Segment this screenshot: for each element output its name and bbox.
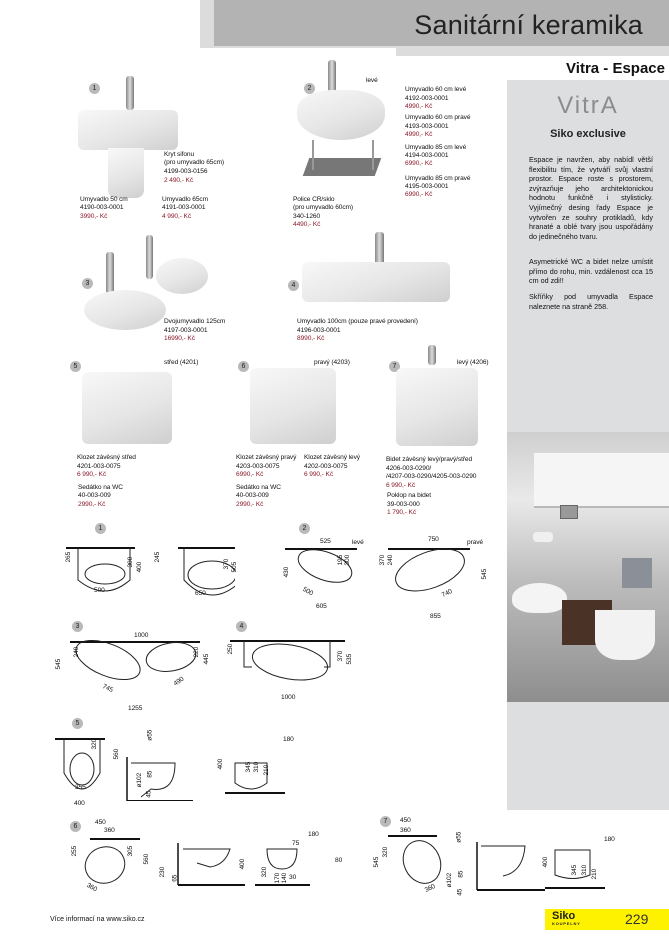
product-number-badge: 3 <box>82 278 93 289</box>
product-price: 6 990,- Kč <box>304 471 334 478</box>
dim-label: 310 <box>253 761 261 773</box>
dim-label: 80 <box>335 857 343 864</box>
dim-label: 560 <box>113 748 121 760</box>
product-code: 4202-003-0075 <box>304 463 348 470</box>
siko-logo-subtitle: KOUPELNY <box>552 921 581 926</box>
page-title: Sanitární keramika <box>414 10 643 40</box>
dim-label: 45 <box>145 790 153 798</box>
dim-label: 1000 <box>281 694 296 701</box>
dim-label: 855 <box>430 613 441 620</box>
dim-label: 430 <box>283 566 291 578</box>
dim-label: 240 <box>73 646 81 658</box>
dim-label: 360 <box>423 883 437 894</box>
double-washbasin-right-bowl <box>156 258 208 294</box>
product-code: 40-003-009 <box>78 492 111 499</box>
dim-label: 450 <box>95 819 106 826</box>
drawing-bidet <box>385 830 610 895</box>
dim-label: 370 <box>223 558 231 570</box>
variant-label: pravé <box>467 539 483 546</box>
tap-image <box>328 60 336 92</box>
drawing-number-badge: 2 <box>299 523 310 534</box>
product-note: (pro umyvadlo 60cm) <box>293 204 354 211</box>
dim-label: ø102 <box>136 772 144 788</box>
dim-label: 85 <box>146 770 154 778</box>
wc-right-image <box>250 368 336 444</box>
variant-label: levé <box>352 539 364 546</box>
variant-label: střed (4201) <box>164 359 199 366</box>
variant-label: pravý (4203) <box>314 359 350 366</box>
product-code: 4192-003-0001 <box>405 95 449 102</box>
product-number-badge: 4 <box>288 280 299 291</box>
variant-label: levé <box>366 77 378 84</box>
dim-label: 240 <box>387 554 395 566</box>
dim-label: 400 <box>217 758 225 770</box>
sidebar-top-strip <box>396 46 669 56</box>
product-name: Dvojumyvadlo 125cm <box>164 318 226 325</box>
product-name: Umyvadlo 60 cm pravé <box>405 114 471 121</box>
vitra-logo: VitrA <box>557 92 619 119</box>
product-name: Sedátko na WC <box>236 484 281 491</box>
product-number-badge: 6 <box>238 361 249 372</box>
drawing-number-badge: 6 <box>70 821 81 832</box>
dim-label: 320 <box>91 738 99 750</box>
product-name: Umyvadlo 100cm (pouze pravé provedení) <box>297 318 418 325</box>
dim-label: 560 <box>143 853 151 865</box>
product-price: 6 990,- Kč <box>386 482 416 489</box>
dim-label: 305 <box>127 845 135 857</box>
dim-label: 345 <box>571 864 579 876</box>
product-code: 4196-003-0001 <box>297 327 341 334</box>
product-note: (pro umyvadlo 65cm) <box>164 159 225 166</box>
product-code: 4193-003-0001 <box>405 123 449 130</box>
shelf-leg <box>372 140 374 170</box>
drawing-washbasin-60-85 <box>285 540 495 610</box>
dim-label: 650 <box>195 590 206 597</box>
double-washbasin-left-bowl <box>84 290 166 330</box>
product-name: Umyvadlo 85 cm levé <box>405 144 467 151</box>
dim-label: 1255 <box>128 705 143 712</box>
washbasin-100-image <box>302 262 450 302</box>
product-name: Poklop na bidet <box>387 492 431 499</box>
dim-label: 450 <box>400 817 411 824</box>
dim-label: 500 <box>94 587 105 594</box>
dim-label: 360 <box>400 827 411 834</box>
product-name: Umyvadlo 60 cm levé <box>405 86 467 93</box>
product-price: 6990,- Kč <box>405 160 433 167</box>
dim-label: 210 <box>591 868 599 880</box>
photo-towel <box>622 558 652 588</box>
dim-label: ø55 <box>146 729 154 741</box>
glass-shelf-image <box>303 158 382 176</box>
dim-label: 245 <box>154 551 162 563</box>
product-number-badge: 1 <box>89 83 100 94</box>
product-code: 4191-003-0001 <box>162 204 206 211</box>
dim-label: 605 <box>316 603 327 610</box>
dim-label: 230 <box>159 866 167 878</box>
dim-label: 265 <box>65 551 73 563</box>
dim-label: ø102 <box>446 872 454 888</box>
dim-label: 545 <box>481 568 489 580</box>
product-code: 4194-003-0001 <box>405 152 449 159</box>
dim-label: 195 <box>337 554 345 566</box>
dim-label: 400 <box>239 858 247 870</box>
dim-label: 180 <box>283 736 294 743</box>
dim-label: 170 <box>274 872 282 884</box>
product-name: Sedátko na WC <box>78 484 123 491</box>
dim-label: 140 <box>281 872 289 884</box>
product-name: Bidet závěsný levý/pravý/střed <box>386 456 473 463</box>
dim-label: 400 <box>542 856 550 868</box>
shelf-leg <box>312 140 314 170</box>
product-price: 4 990,- Kč <box>162 213 192 220</box>
dim-label: 1000 <box>134 632 149 639</box>
photo-bidet <box>595 610 655 660</box>
product-price: 3990,- Kč <box>80 213 108 220</box>
product-name: Umyvadlo 50 cm <box>80 196 128 203</box>
product-name: Umyvadlo 65cm <box>162 196 208 203</box>
product-price: 4490,- Kč <box>293 221 321 228</box>
tap-image <box>146 235 153 279</box>
product-code: 4195-003-0001 <box>405 183 449 190</box>
drawing-number-badge: 3 <box>72 621 83 632</box>
dim-label: 400 <box>136 561 144 573</box>
photo-toilet-roll <box>533 532 553 542</box>
dim-label: 300 <box>344 554 352 566</box>
drawing-double-washbasin <box>70 635 210 705</box>
more-info-link[interactable]: Více informací na www.siko.cz <box>50 916 145 923</box>
sidebar-panel-lower <box>507 702 669 810</box>
dim-label: 360 <box>104 827 115 834</box>
product-name: Police CR/sklo <box>293 196 335 203</box>
dim-label: 45 <box>456 888 464 896</box>
dim-label: 65 <box>171 874 179 882</box>
dim-label: 355 <box>75 784 86 791</box>
product-price: 6990,- Kč <box>236 471 264 478</box>
dim-label: 320 <box>382 846 390 858</box>
dim-label: 370 <box>337 650 345 662</box>
dim-label: 250 <box>227 643 235 655</box>
dim-label: 750 <box>428 536 439 543</box>
dim-label: 400 <box>74 800 85 807</box>
dim-label: 360 <box>85 881 99 894</box>
product-price: 4990,- Kč <box>405 103 433 110</box>
product-name: Kryt sifonu <box>164 151 195 158</box>
dim-label: 500 <box>301 585 315 598</box>
dim-label: 370 <box>379 554 387 566</box>
dim-label: 85 <box>457 870 465 878</box>
dim-label: 345 <box>245 761 253 773</box>
washbasin-image <box>297 90 385 140</box>
dim-label: 545 <box>373 856 381 868</box>
siphon-cover-image <box>108 148 144 198</box>
dim-label: 320 <box>261 866 269 878</box>
product-code: 4203-003-0075 <box>236 463 280 470</box>
series-title: Vitra - Espace <box>566 60 665 77</box>
product-code: 4206-003-0290/ <box>386 465 432 472</box>
product-price: 2 490,- Kč <box>164 177 194 184</box>
drawing-washbasin-100 <box>230 635 350 695</box>
product-number-badge: 5 <box>70 361 81 372</box>
product-price: 1 790,- Kč <box>387 509 417 516</box>
dim-label: 505 <box>231 561 239 573</box>
tap-image <box>106 252 114 296</box>
variant-label: levý (4206) <box>457 359 489 366</box>
bidet-image <box>396 368 478 446</box>
dim-label: 220 <box>193 646 201 658</box>
washbasin-image <box>78 110 178 150</box>
dim-label: 180 <box>604 836 615 843</box>
product-code: 4199-003-0156 <box>164 168 208 175</box>
dim-label: 310 <box>581 864 589 876</box>
drawing-number-badge: 7 <box>380 816 391 827</box>
dim-label: ø55 <box>455 831 463 843</box>
product-name: Klozet závěsný střed <box>77 454 136 461</box>
product-code: 4201-003-0075 <box>77 463 121 470</box>
product-price: 6 990,- Kč <box>77 471 107 478</box>
product-code: 340-1260 <box>293 213 321 220</box>
dim-label: 180 <box>308 831 319 838</box>
dim-label: 255 <box>71 845 79 857</box>
product-name: Klozet závěsný levý <box>304 454 361 461</box>
dim-label: 300 <box>127 556 135 568</box>
dim-label: 535 <box>346 653 354 665</box>
dim-label: 445 <box>203 653 211 665</box>
siko-logo: Siko <box>552 910 576 922</box>
drawing-number-badge: 1 <box>95 523 106 534</box>
page-number: 229 <box>625 911 649 927</box>
product-code: 39-003-000 <box>387 501 420 508</box>
product-price: 2990,- Kč <box>78 501 106 508</box>
photo-mirror <box>534 453 669 508</box>
tap-image <box>428 345 436 365</box>
sidebar-description: Espace je navržen, aby nabídl větší flexibilitu tím, že vytváří svůj vlastní prostor. Espace roste s prostorem, zvýrazňuje jeho architektonickou hodnotu funkčně i stylisticky. Vyjímečný desing řady Espace je vytvořen ze souhry protikladů, kdy hranaté a oblé tvary jsou uspořádány do jedinečného tvaru. <box>529 155 653 241</box>
product-price: 6990,- Kč <box>405 191 433 198</box>
dim-label: 745 <box>101 683 114 694</box>
photo-flush-plate <box>560 505 578 519</box>
drawing-wc-right <box>75 835 315 895</box>
dim-label: 545 <box>55 658 63 670</box>
dim-label: 525 <box>320 538 331 545</box>
drawing-number-badge: 5 <box>72 718 83 729</box>
drawing-washbasin-50-65 <box>60 540 235 600</box>
product-code-alt: /4207-003-0290/4205-003-0290 <box>386 473 477 480</box>
dim-label: 210 <box>263 764 271 776</box>
tap-image <box>126 76 134 110</box>
product-price: 4990,- Kč <box>405 131 433 138</box>
product-code: 4197-003-0001 <box>164 327 208 334</box>
product-price: 16990,- Kč <box>164 335 195 342</box>
product-code: 4190-003-0001 <box>80 204 124 211</box>
sidebar-note-corner: Asymetrické WC a bidet nelze umístit přímo do rohu, min. vzdálenost cca 15 cm od zdi!! <box>529 257 653 286</box>
photo-wc <box>512 583 567 613</box>
product-number-badge: 2 <box>304 83 315 94</box>
sidebar-note-cabinets: Skříňky pod umyvadla Espace naleznete na straně 258. <box>529 292 653 311</box>
product-price: 8990,- Kč <box>297 335 325 342</box>
product-code: 40-003-009 <box>236 492 269 499</box>
product-name: Klozet závěsný pravý <box>236 454 297 461</box>
dim-label: 490 <box>172 675 186 688</box>
drawing-number-badge: 4 <box>236 621 247 632</box>
wc-center-image <box>82 372 172 444</box>
dim-label: 75 <box>292 840 300 847</box>
product-price: 2990,- Kč <box>236 501 264 508</box>
product-name: Umyvadlo 85 cm pravé <box>405 175 471 182</box>
dim-label: 740 <box>440 588 454 599</box>
exclusive-badge: Siko exclusive <box>550 128 626 140</box>
product-number-badge: 7 <box>389 361 400 372</box>
dim-label: 30 <box>289 874 297 881</box>
